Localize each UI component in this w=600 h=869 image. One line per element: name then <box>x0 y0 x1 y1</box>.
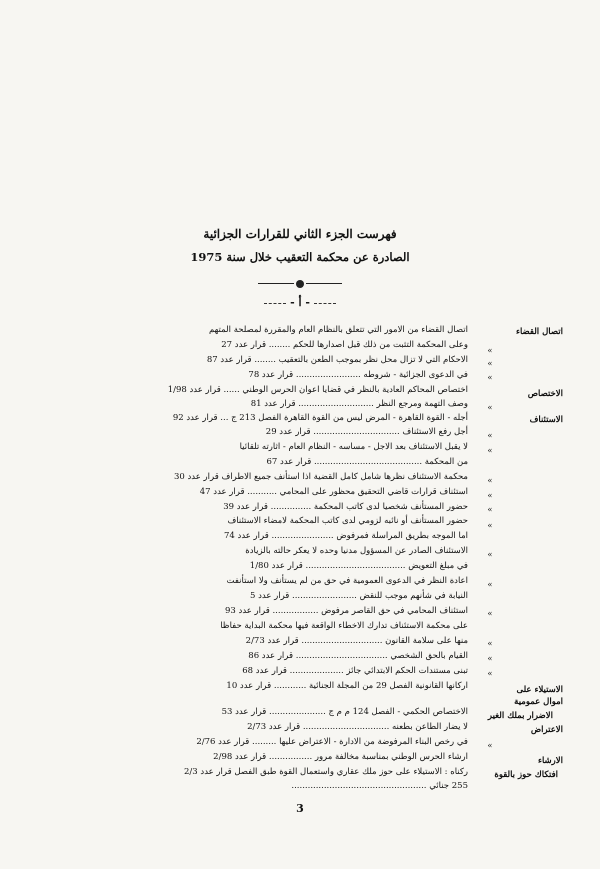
index-entry: أجل رفع الاستئناف ................................ قرار عدد 29 <box>265 427 468 437</box>
ditto-mark: » <box>487 476 493 486</box>
subject-heading: الاعتراض <box>530 725 563 735</box>
ditto-mark: » <box>487 431 493 441</box>
index-entry: حضور المستأنف أو نائبه لزومي لدى كاتب المحكمة لامضاء الاستئناف <box>227 516 468 526</box>
index-entry: لا يضار الطاعن بطعنه ................................ قرار عدد 2/73 <box>247 722 468 732</box>
index-entry: على محكمة الاستئناف تدارك الاخطاء الواقعة فيها محكمة البداية حفاظا <box>220 621 468 631</box>
index-entry: اتصال القضاء من الامور التي تتعلق بالنظام العام والمقررة لمصلحة المتهم <box>208 325 468 335</box>
index-entry: من المحكمة ........................................ قرار عدد 67 <box>266 457 468 467</box>
ornament-dot <box>296 280 304 288</box>
index-entry: في الدعوى الجزائية - شروطه ........................ قرار عدد 78 <box>248 370 468 380</box>
ditto-mark: » <box>487 654 493 664</box>
ditto-mark: » <box>487 521 493 531</box>
subject-heading: اتصال القضاء <box>515 327 563 337</box>
ditto-mark: » <box>487 505 493 515</box>
dash-right <box>314 303 336 304</box>
ditto-mark: » <box>487 491 493 501</box>
index-entry: النيابة في شأنهم موجب للنقض ........................ قرار عدد 5 <box>249 591 468 601</box>
ditto-mark: » <box>487 550 493 560</box>
index-entry: القيام بالحق الشخصي .................................. قرار عدد 86 <box>248 651 468 661</box>
index-entry: في مبلغ التعويض ..................................... قرار عدد 1/80 <box>249 561 468 571</box>
index-entry: ارشاء الحرس الوطني بمناسبة مخالفة مرور ................ قرار عدد 2/98 <box>213 752 468 762</box>
index-entry: 255 جنائي .................................................. <box>291 781 468 791</box>
section-letter-text: - أ - <box>290 296 310 309</box>
subject-heading: افتكاك حوز بالقوة <box>494 770 558 780</box>
ditto-mark: » <box>487 403 493 413</box>
ditto-mark: » <box>487 446 493 456</box>
ditto-mark: » <box>487 359 493 369</box>
ornament-line-left <box>258 283 294 284</box>
page-number: 3 <box>296 802 304 815</box>
index-entry: أجله - القوة القاهرة - المرض ليس من القوة القاهرة الفصل 213 ج ... قرار عدد 92 <box>172 413 468 423</box>
subject-heading: الاضرار بملك الغير <box>487 711 553 721</box>
ditto-mark: » <box>487 346 493 356</box>
index-entry: وعلى المحكمة التثبت من ذلك قبل اصدارها للحكم ........ قرار عدد 27 <box>221 340 468 350</box>
ditto-mark: » <box>487 373 493 383</box>
index-entry: استئناف قرارات قاضي التحقيق محظور على المحامي ........... قرار عدد 47 <box>199 487 468 497</box>
ditto-mark: » <box>487 669 493 679</box>
index-entry: استئناف المحامي في حق القاصر مرفوض ................. قرار عدد 93 <box>225 606 468 616</box>
subject-heading: الاستيلاء على <box>516 685 563 695</box>
ditto-mark: » <box>487 741 493 751</box>
index-entry: اعادة النظر في الدعوى العمومية في حق من لم يستأنف ولا استأنفت <box>226 576 468 586</box>
subject-heading: الاختصاص <box>527 389 563 399</box>
index-entry: وصف التهمة ومرجع النظر ............................ قرار عدد 81 <box>250 399 468 409</box>
subject-heading: اموال عمومية <box>514 697 563 707</box>
index-entry: الاحكام التي لا تزال محل نظر بموجب الطعن بالتعقيب ........ قرار عدد 87 <box>206 355 468 365</box>
index-entry: منها على سلامة القانون .............................. قرار عدد 2/73 <box>245 636 468 646</box>
index-entry: ركناه : الاستيلاء على حوز ملك عقاري واستعمال القوة طبق الفصل قرار عدد 2/3 <box>184 767 468 777</box>
index-entry: لا يقبل الاستئناف بعد الاجل - مساسه - النظام العام - اثارته تلقائيا <box>239 442 468 452</box>
index-entry: اما الموجه بطريق المراسلة فمرفوض ....................... قرار عدد 74 <box>224 531 468 541</box>
ditto-mark: » <box>487 609 493 619</box>
index-entry: حضور المستأنف شخصيا لدى كاتب المحكمة ............... قرار عدد 39 <box>223 502 468 512</box>
ditto-mark: » <box>487 580 493 590</box>
ornament-line-right <box>306 283 342 284</box>
ditto-mark: » <box>487 639 493 649</box>
subject-heading: الاستئناف <box>529 415 563 425</box>
section-letter <box>258 296 342 309</box>
title-ornament <box>258 280 342 288</box>
dash-left <box>264 303 286 304</box>
index-entry: اركانها القانونية الفصل 29 من المجلة الجنائية ............ قرار عدد 10 <box>226 681 468 691</box>
index-entry: الاستئناف الصادر عن المسؤول مدنيا وحده لا يعكر حالته بالزيادة <box>245 546 468 556</box>
index-entry: الاختصاص الحكمي - الفصل 124 م م ج ..................... قرار عدد 53 <box>221 707 468 717</box>
index-entry: اختصاص المحاكم العادية بالنظر في قضايا اعوان الحرس الوطني ...... قرار عدد 1/98 <box>167 385 468 395</box>
index-entry: محكمة الاستئناف نظرها شامل كامل القضية اذا استأنف جميع الاطراف قرار عدد 30 <box>173 472 468 482</box>
index-entry: في رخص البناء المرفوضة من الادارة - الاعتراض عليها ......... قرار عدد 2/76 <box>196 737 468 747</box>
index-subtitle: الصادرة عن محكمة التعقيب خلال سنة 1975 <box>190 250 410 264</box>
subject-heading: الارشاء <box>537 756 563 766</box>
index-title: فهرست الجزء الثاني للقرارات الجزائية <box>203 227 397 241</box>
index-entry: تبنى مستندات الحكم الابتدائي جائز .................... قرار عدد 68 <box>242 666 468 676</box>
